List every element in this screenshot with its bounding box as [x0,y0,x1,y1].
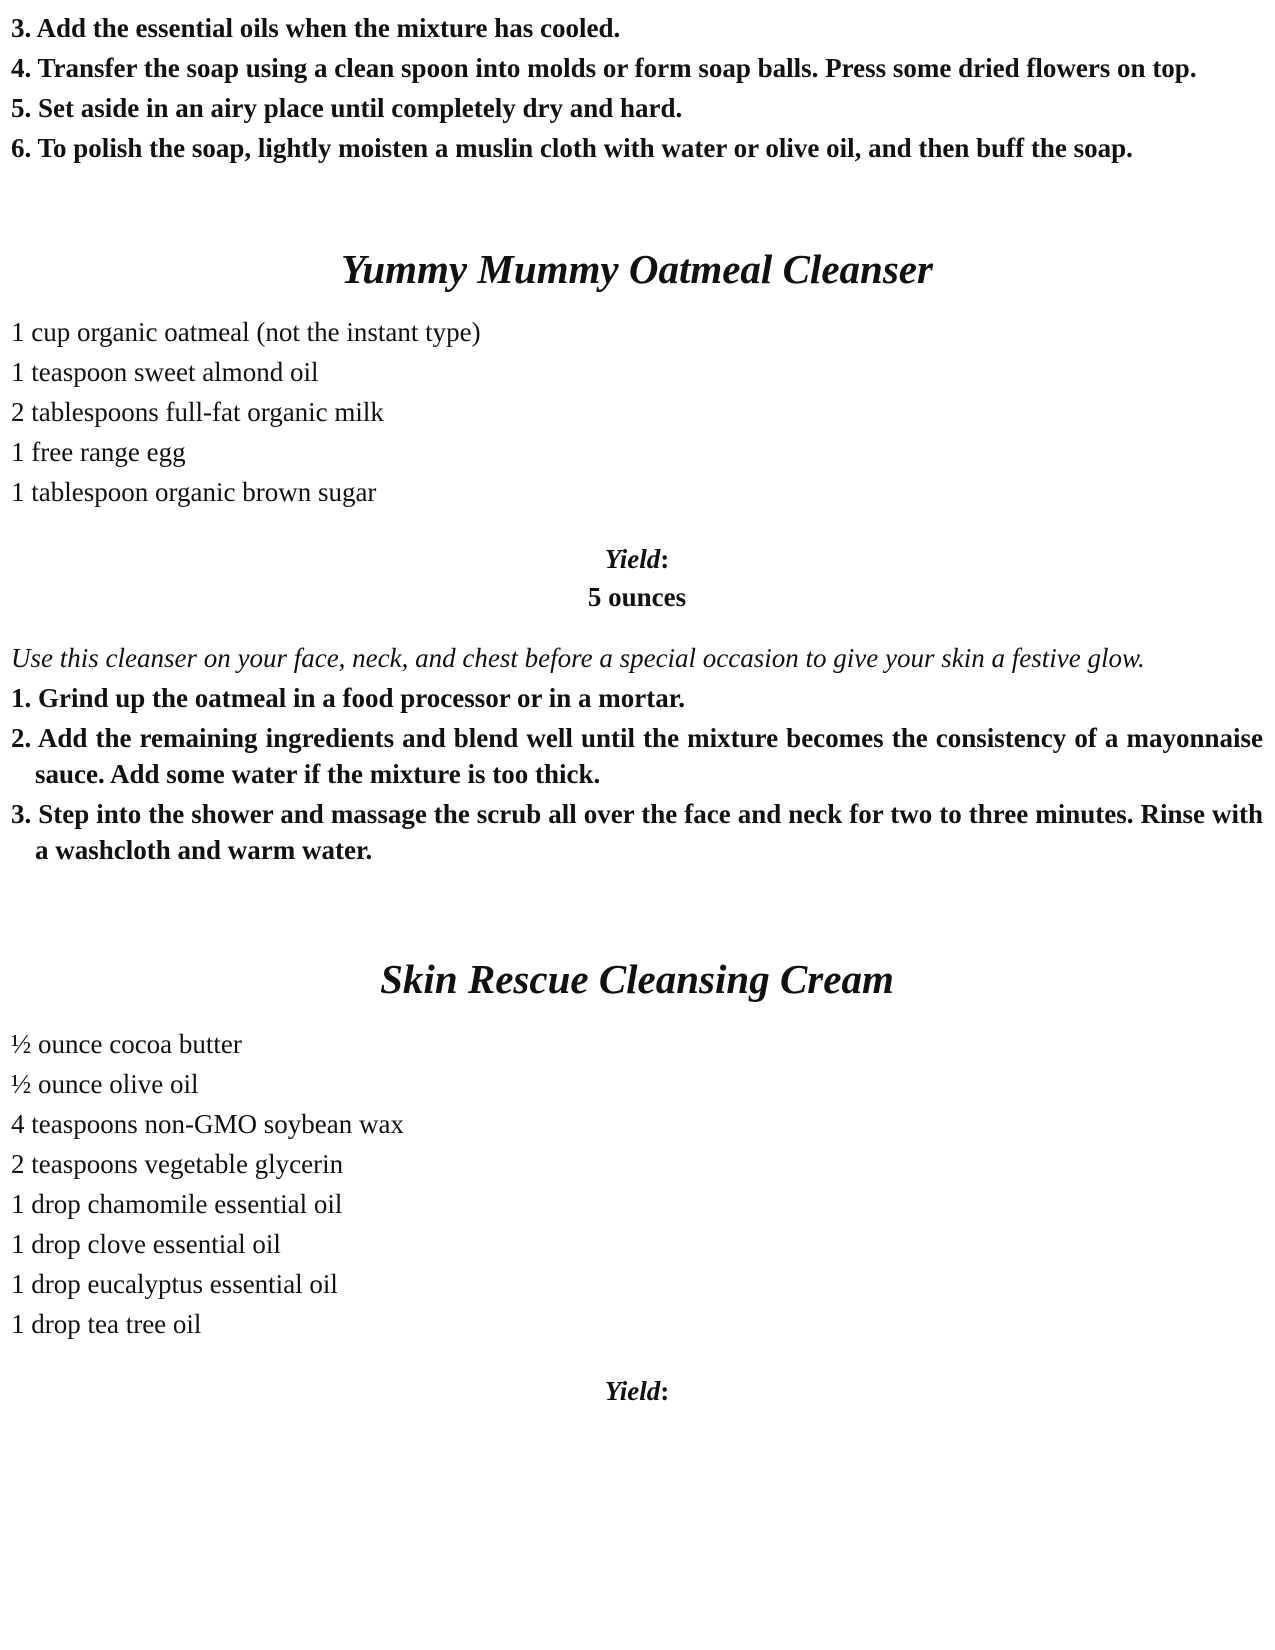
step-number: 3. [11,13,32,43]
recipe-title: Yummy Mummy Oatmeal Cleanser [341,246,933,292]
step-item [11,720,1263,792]
ingredient-item: 1 free range egg [11,437,186,467]
document-page [11,10,1263,1410]
step-number: 1. [11,683,32,713]
yield-value: 5 ounces [587,582,687,612]
ingredient-item: 1 teaspoon sweet almond oil [11,357,319,387]
step-number: 3. [11,799,32,829]
step-number: 5. [11,93,32,123]
yield-colon: : [660,544,670,574]
yield-colon: : [660,1376,670,1406]
step-number: 2. [11,723,32,753]
yield-label-text: Yield [604,1376,661,1406]
recipe-title: Skin Rescue Cleansing Cream [380,956,894,1002]
ingredient-item: 1 drop eucalyptus essential oil [11,1269,338,1299]
step-text: Grind up the oatmeal in a food processor or in a mortar. [38,683,686,713]
yield-label [11,1372,1263,1410]
ingredient-list [11,312,1263,512]
ingredient-list [11,1024,1263,1344]
step-text: Set aside in an airy place until completely dry and hard. [38,93,683,123]
ingredient-item: ½ ounce olive oil [11,1069,199,1099]
prior-steps-list [11,10,1263,166]
recipe-intro: Use this cleanser on your face, neck, and chest before a special occasion to give your skin a festive glow. [11,643,1145,673]
yield-label-text: Yield [604,544,661,574]
step-item [11,796,1263,868]
ingredient-item: 4 teaspoons non-GMO soybean wax [11,1109,404,1139]
ingredient-item: 1 cup organic oatmeal (not the instant type) [11,317,481,347]
ingredient-item: 1 tablespoon organic brown sugar [11,477,377,507]
step-text: Add the remaining ingredients and blend well until the mixture becomes the consistency of a mayonnaise sauce. Add some water if the mixture is too thick. [35,723,1264,789]
step-text: Add the essential oils when the mixture has cooled. [36,13,621,43]
ingredient-item: 2 tablespoons full-fat organic milk [11,397,384,427]
yield-label [11,540,1263,578]
step-number: 4. [11,53,32,83]
step-item [11,130,1263,166]
ingredient-item: 2 teaspoons vegetable glycerin [11,1149,344,1179]
step-item [11,50,1263,86]
ingredient-item: 1 drop chamomile essential oil [11,1189,343,1219]
step-item [11,10,1263,46]
step-item [11,680,1263,716]
step-item [11,90,1263,126]
ingredient-item: 1 drop tea tree oil [11,1309,202,1339]
recipe-steps-list [11,680,1263,868]
step-text: To polish the soap, lightly moisten a muslin cloth with water or olive oil, and then buff the soap. [37,133,1133,163]
step-number: 6. [11,133,32,163]
ingredient-item: ½ ounce cocoa butter [11,1029,242,1059]
ingredient-item: 1 drop clove essential oil [11,1229,281,1259]
step-text: Step into the shower and massage the scrub all over the face and neck for two to three minutes. Rinse with a washcloth and warm water. [35,799,1264,865]
step-text: Transfer the soap using a clean spoon into molds or form soap balls. Press some dried flowers on top. [37,53,1197,83]
